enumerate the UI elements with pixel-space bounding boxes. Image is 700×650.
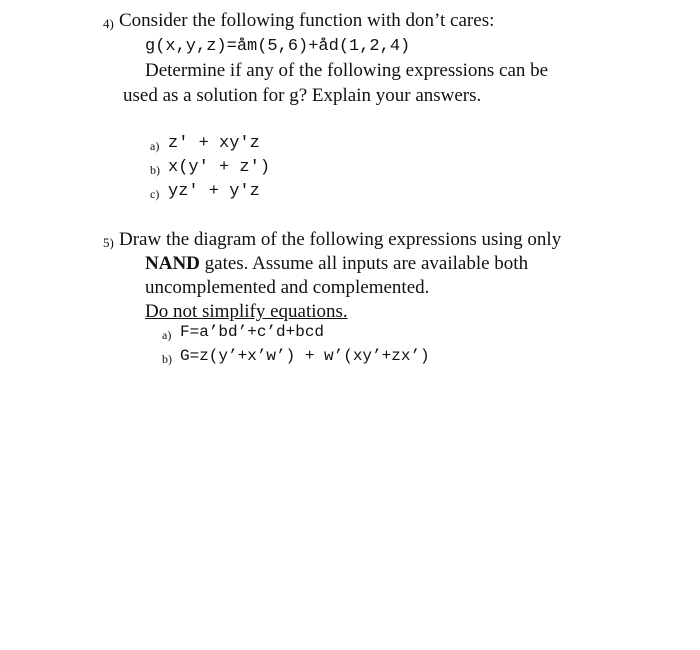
- q4-prompt-line1: Consider the following function with don’t cares:: [119, 10, 495, 31]
- q4-number: 4): [103, 16, 114, 31]
- q5-prompt-line2: [145, 253, 528, 275]
- option-label: c): [150, 187, 160, 201]
- q5-number: 5): [103, 235, 114, 250]
- q5-prompt-line3: uncomplemented and complemented.: [145, 277, 430, 298]
- q4-prompt-line2: Determine if any of the following expressions can be: [145, 60, 549, 81]
- q4-prompt-line3: used as a solution for g? Explain your answers.: [123, 85, 482, 106]
- option-expression: x(y' + z'): [168, 158, 271, 177]
- option-label: b): [150, 163, 160, 177]
- item-label: a): [162, 328, 172, 342]
- option-label: a): [150, 139, 160, 153]
- item-expression: F=a’bd’+c’d+bcd: [180, 323, 325, 341]
- option-expression: z' + xy'z: [168, 134, 260, 153]
- q5-prompt-line1: Draw the diagram of the following expressions using only: [119, 229, 562, 250]
- item-label: b): [162, 352, 172, 366]
- q4-function: g(x,y,z)=åm(5,6)+åd(1,2,4): [145, 37, 411, 56]
- q5-note: Do not simplify equations.: [145, 301, 348, 322]
- option-expression: yz' + y'z: [168, 182, 260, 201]
- item-expression: G=z(y’+x’w’) + w’(xy’+zx’): [180, 347, 430, 365]
- q5-prompt-line2-rest: gates. Assume all inputs are available both: [199, 253, 529, 274]
- nand-emphasis: NAND: [145, 253, 200, 274]
